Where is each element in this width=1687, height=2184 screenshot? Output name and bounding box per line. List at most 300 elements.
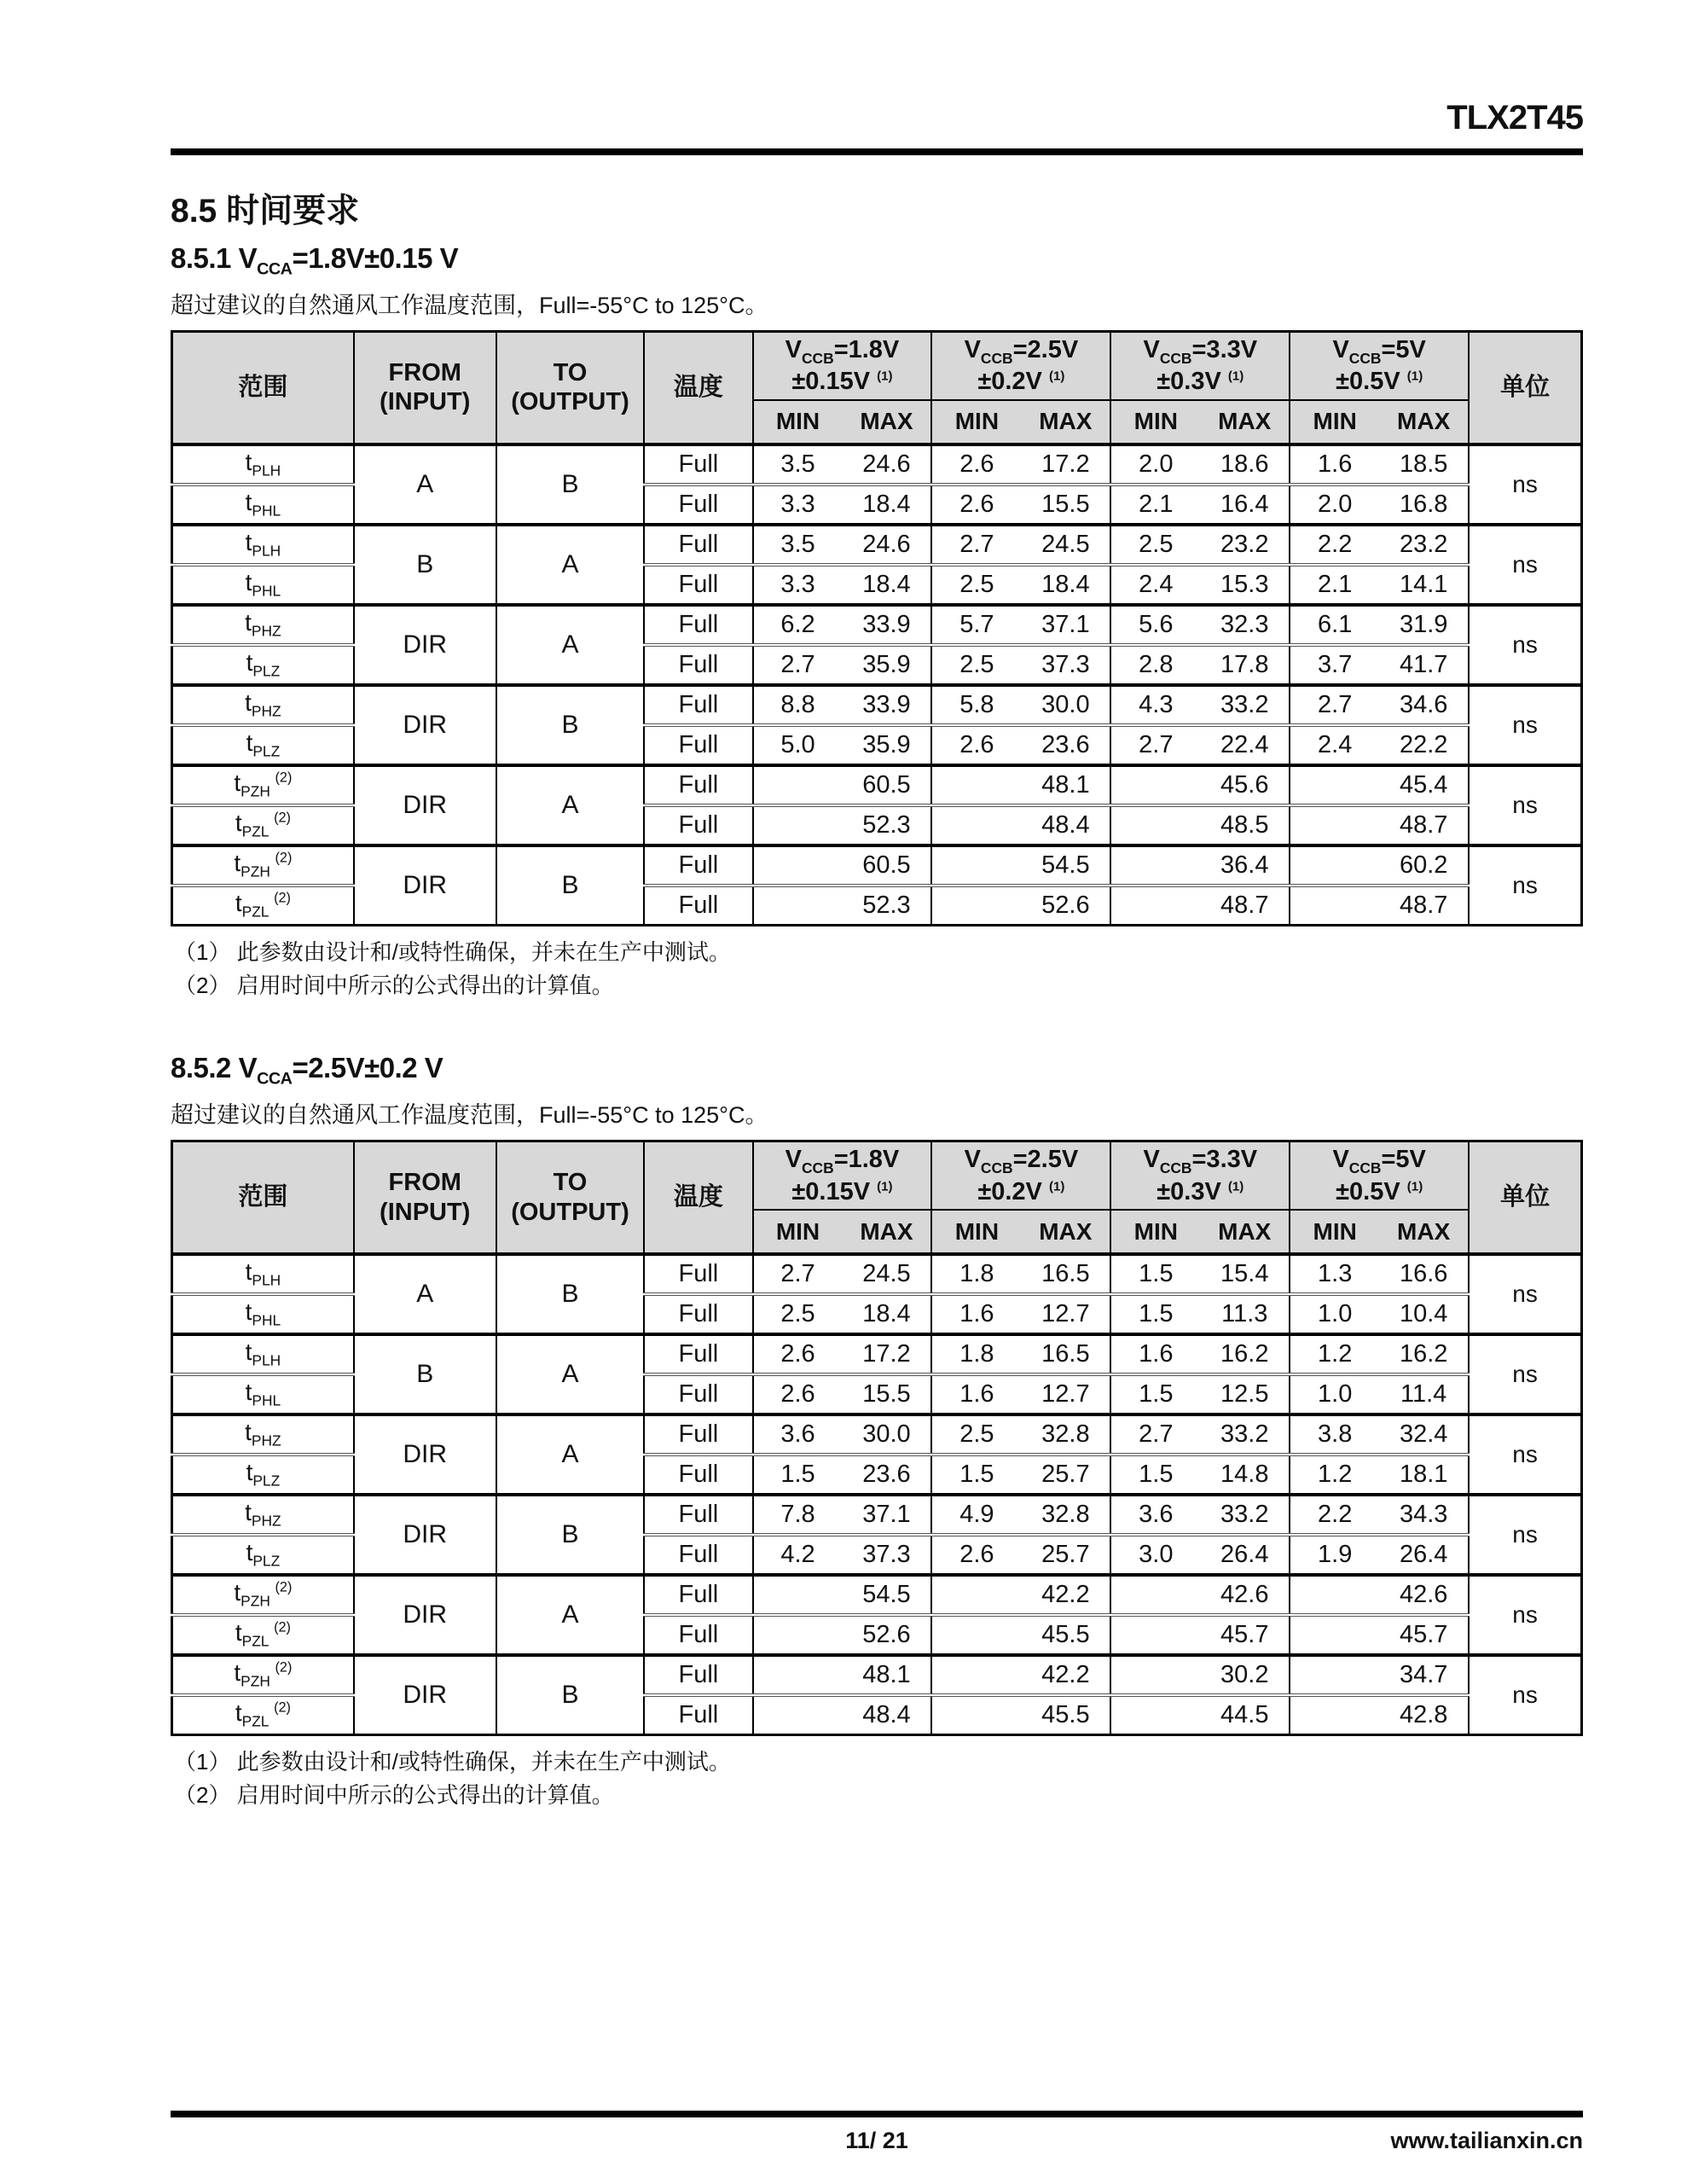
temp-cell: Full [644,1655,752,1695]
condition-note: 超过建议的自然通风工作温度范围，Full=-55°C to 125°C。 [171,292,768,318]
min-value-cell [1290,765,1379,805]
min-value-cell: 2.6 [753,1334,843,1374]
min-value-cell: 2.5 [931,645,1021,685]
max-value-cell: 17.8 [1200,645,1290,685]
min-value-cell [1110,845,1200,886]
max-value-cell: 48.7 [1200,886,1290,926]
max-value-cell: 48.4 [842,1695,931,1735]
max-value-cell: 16.6 [1379,1254,1469,1294]
temp-cell: Full [644,1615,752,1655]
col-header-max: MAX [1379,400,1469,444]
min-value-cell [1290,805,1379,845]
temp-cell: Full [644,1374,752,1414]
min-value-cell: 2.7 [753,645,843,685]
table-row [172,605,1582,645]
min-value-cell: 6.2 [753,605,843,645]
min-value-cell: 2.4 [1290,725,1379,765]
min-value-cell [753,1655,843,1695]
table-row [172,1575,1582,1615]
min-value-cell: 2.2 [1290,1495,1379,1535]
footnote-1: （1） 此参数由设计和/或特性确保，并未在生产中测试。 [174,938,731,965]
temp-cell: Full [644,1294,752,1334]
to-cell: A [496,1334,645,1414]
col-header-unit: 单位 [1469,331,1581,444]
min-value-cell [1290,886,1379,926]
max-value-cell: 60.2 [1379,845,1469,886]
col-header-max: MAX [1200,1210,1290,1254]
from-cell: B [354,525,496,605]
min-value-cell: 5.0 [753,725,843,765]
heading-subscript: CCA [257,1070,293,1089]
unit-cell: ns [1469,765,1581,845]
temp-cell: Full [644,805,752,845]
max-value-cell: 42.8 [1379,1695,1469,1735]
min-value-cell: 2.8 [1110,645,1200,685]
col-header-vccb: $V_{CCB}=2.5V$ ±0.2V $^{(1)}$ [931,331,1110,400]
param-cell: $t_{PHL}$ [172,1374,354,1414]
max-value-cell: 16.2 [1200,1334,1290,1374]
unit-cell: ns [1469,444,1581,525]
max-value-cell: 16.2 [1379,1334,1469,1374]
max-value-cell: 34.7 [1379,1655,1469,1695]
col-header-max: MAX [842,400,931,444]
from-cell: DIR [354,765,496,845]
max-value-cell: 32.8 [1021,1414,1110,1455]
min-value-cell [931,1655,1021,1695]
min-value-cell [1110,1575,1200,1615]
min-value-cell [1110,886,1200,926]
max-value-cell: 11.4 [1379,1374,1469,1414]
table-body [172,444,1582,926]
max-value-cell: 22.2 [1379,725,1469,765]
min-value-cell [931,1615,1021,1655]
col-header-max: MAX [1200,400,1290,444]
min-value-cell [753,805,843,845]
section-heading [171,184,1583,232]
param-cell: $t_{PHZ}$ [172,1495,354,1535]
table-row [172,765,1582,805]
col-header-range: 范围 [172,1141,354,1255]
param-cell: $t_{PZL}$ $^{(2)}$ [172,1695,354,1735]
min-value-cell: 2.6 [931,1535,1021,1575]
max-value-cell: 16.5 [1021,1254,1110,1294]
max-value-cell: 37.3 [1021,645,1110,685]
from-cell: DIR [354,605,496,685]
website-text: www.tailianxin.cn [1390,2128,1583,2153]
col-header-vccb: $V_{CCB}=1.8V$ ±0.15V $^{(1)}$ [753,1141,932,1211]
min-value-cell [753,1575,843,1615]
to-cell: A [496,1575,645,1655]
unit-cell: ns [1469,1655,1581,1735]
max-value-cell: 24.5 [1021,525,1110,565]
subsection-851 [171,242,1583,1001]
min-value-cell [753,1695,843,1735]
max-value-cell: 18.4 [1021,565,1110,605]
table-row [172,444,1582,485]
temp-cell: Full [644,1414,752,1455]
min-value-cell [931,1695,1021,1735]
max-value-cell: 32.4 [1379,1414,1469,1455]
max-value-cell: 18.4 [842,1294,931,1334]
param-cell: $t_{PZL}$ $^{(2)}$ [172,1615,354,1655]
max-value-cell: 37.3 [842,1535,931,1575]
to-cell: B [496,685,645,765]
max-value-cell: 25.7 [1021,1535,1110,1575]
col-header-max: MAX [1379,1210,1469,1254]
max-value-cell: 37.1 [842,1495,931,1535]
subsection-852-heading [171,1052,1583,1089]
min-value-cell: 1.5 [753,1455,843,1495]
min-value-cell [1290,1695,1379,1735]
max-value-cell: 16.4 [1200,485,1290,525]
min-value-cell [1110,1695,1200,1735]
timing-table-851 [171,330,1583,926]
min-value-cell: 2.4 [1110,565,1200,605]
max-value-cell: 32.3 [1200,605,1290,645]
col-header-vccb: $V_{CCB}=3.3V$ ±0.3V $^{(1)}$ [1110,331,1290,400]
min-value-cell: 1.6 [1290,444,1379,485]
param-cell: $t_{PLH}$ [172,444,354,485]
min-value-cell: 2.7 [1290,685,1379,725]
to-cell: A [496,765,645,845]
to-cell: B [496,1254,645,1334]
subsection-852 [171,1052,1583,1810]
max-value-cell: 30.0 [842,1414,931,1455]
table-row [172,1495,1582,1535]
from-cell: B [354,1334,496,1414]
max-value-cell: 52.6 [1021,886,1110,926]
footer-row [171,2128,1583,2162]
temp-cell: Full [644,1455,752,1495]
param-cell: $t_{PLZ}$ [172,725,354,765]
min-value-cell: 2.0 [1290,485,1379,525]
max-value-cell: 26.4 [1200,1535,1290,1575]
max-value-cell: 45.4 [1379,765,1469,805]
max-value-cell: 15.4 [1200,1254,1290,1294]
min-value-cell [1290,845,1379,886]
min-value-cell [931,765,1021,805]
heading-subscript: CCA [257,259,293,279]
col-header-max: MAX [1021,400,1110,444]
min-value-cell: 4.2 [753,1535,843,1575]
from-cell: DIR [354,1655,496,1735]
footer-rule [171,2111,1583,2117]
max-value-cell: 54.5 [1021,845,1110,886]
max-value-cell: 14.1 [1379,565,1469,605]
min-value-cell: 1.3 [1290,1254,1379,1294]
min-value-cell: 3.7 [1290,645,1379,685]
to-cell: A [496,1414,645,1495]
min-value-cell [1290,1655,1379,1695]
min-value-cell: 2.2 [1290,525,1379,565]
col-header-vccb: $V_{CCB}=2.5V$ ±0.2V $^{(1)}$ [931,1141,1110,1211]
min-value-cell [1290,1575,1379,1615]
min-value-cell: 3.6 [1110,1495,1200,1535]
min-value-cell: 3.8 [1290,1414,1379,1455]
max-value-cell: 33.9 [842,685,931,725]
col-header-min: MIN [1110,400,1200,444]
min-value-cell: 4.3 [1110,685,1200,725]
doc-header [171,99,1583,155]
unit-cell: ns [1469,845,1581,926]
max-value-cell: 52.3 [842,805,931,845]
max-value-cell: 31.9 [1379,605,1469,645]
table-row [172,525,1582,565]
max-value-cell: 34.3 [1379,1495,1469,1535]
max-value-cell: 24.6 [842,444,931,485]
min-value-cell: 3.5 [753,444,843,485]
param-cell: $t_{PLZ}$ [172,645,354,685]
min-value-cell: 3.3 [753,485,843,525]
table-row [172,1655,1582,1695]
min-value-cell: 5.6 [1110,605,1200,645]
min-value-cell: 1.6 [1110,1334,1200,1374]
max-value-cell: 23.6 [1021,725,1110,765]
min-value-cell: 1.0 [1290,1374,1379,1414]
temp-cell: Full [644,1535,752,1575]
max-value-cell: 36.4 [1200,845,1290,886]
max-value-cell: 42.6 [1379,1575,1469,1615]
max-value-cell: 10.4 [1379,1294,1469,1334]
min-value-cell: 1.6 [931,1294,1021,1334]
max-value-cell: 18.6 [1200,444,1290,485]
col-header-min: MIN [753,400,843,444]
max-value-cell: 45.7 [1200,1615,1290,1655]
max-value-cell: 15.3 [1200,565,1290,605]
min-value-cell: 8.8 [753,685,843,725]
col-header-vccb: $V_{CCB}=3.3V$ ±0.3V $^{(1)}$ [1110,1141,1290,1211]
temp-cell: Full [644,685,752,725]
min-value-cell [1110,765,1200,805]
min-value-cell: 6.1 [1290,605,1379,645]
col-header-temp: 温度 [644,331,752,444]
section-number: 8.5 [171,193,217,229]
footnote-1: （1） 此参数由设计和/或特性确保，并未在生产中测试。 [174,1749,731,1774]
header-row-groups [172,1141,1582,1211]
max-value-cell: 34.6 [1379,685,1469,725]
max-value-cell: 12.7 [1021,1294,1110,1334]
col-header-vccb: $V_{CCB}=5V$ ±0.5V $^{(1)}$ [1290,1141,1469,1211]
min-value-cell [753,765,843,805]
min-value-cell: 1.5 [1110,1294,1200,1334]
max-value-cell: 32.8 [1021,1495,1110,1535]
unit-cell: ns [1469,1334,1581,1414]
param-cell: $t_{PZH}$ $^{(2)}$ [172,1655,354,1695]
min-value-cell [753,1615,843,1655]
col-header-vccb: $V_{CCB}=5V$ ±0.5V $^{(1)}$ [1290,331,1469,400]
min-value-cell: 2.5 [753,1294,843,1334]
footnote-2: （2） 启用时间中所示的公式得出的计算值。 [174,972,614,998]
max-value-cell: 16.5 [1021,1334,1110,1374]
max-value-cell: 22.4 [1200,725,1290,765]
max-value-cell: 18.5 [1379,444,1469,485]
min-value-cell: 4.9 [931,1495,1021,1535]
max-value-cell: 23.2 [1200,525,1290,565]
unit-cell: ns [1469,605,1581,685]
col-header-min: MIN [753,1210,843,1254]
col-header-max: MAX [842,1210,931,1254]
max-value-cell: 33.2 [1200,685,1290,725]
header-row-groups [172,331,1582,400]
min-value-cell: 2.6 [931,725,1021,765]
max-value-cell: 24.5 [842,1254,931,1294]
param-cell: $t_{PLH}$ [172,1334,354,1374]
to-cell: B [496,444,645,525]
min-value-cell [1110,1615,1200,1655]
from-cell: DIR [354,1575,496,1655]
max-value-cell: 35.9 [842,725,931,765]
min-value-cell: 1.5 [1110,1254,1200,1294]
heading-text: =1.8V±0.15 V [292,242,459,274]
max-value-cell: 48.1 [842,1655,931,1695]
param-cell: $t_{PHL}$ [172,1294,354,1334]
max-value-cell: 42.6 [1200,1575,1290,1615]
heading-text: =2.5V±0.2 V [292,1052,443,1084]
temp-cell: Full [644,886,752,926]
table-header [172,331,1582,444]
min-value-cell: 3.6 [753,1414,843,1455]
min-value-cell: 1.8 [931,1334,1021,1374]
max-value-cell: 18.1 [1379,1455,1469,1495]
col-header-min: MIN [931,400,1021,444]
max-value-cell: 12.7 [1021,1374,1110,1414]
param-cell: $t_{PHZ}$ [172,1414,354,1455]
temp-cell: Full [644,725,752,765]
max-value-cell: 23.6 [842,1455,931,1495]
temp-cell: Full [644,525,752,565]
min-value-cell [931,805,1021,845]
min-value-cell: 2.5 [931,1414,1021,1455]
max-value-cell: 25.7 [1021,1455,1110,1495]
col-header-to: TO (OUTPUT) [496,1141,645,1255]
min-value-cell [753,886,843,926]
max-value-cell: 15.5 [842,1374,931,1414]
max-value-cell: 45.5 [1021,1615,1110,1655]
col-header-range: 范围 [172,331,354,444]
temp-cell: Full [644,1575,752,1615]
max-value-cell: 54.5 [842,1575,931,1615]
min-value-cell: 2.6 [931,444,1021,485]
max-value-cell: 45.6 [1200,765,1290,805]
max-value-cell: 52.6 [842,1615,931,1655]
param-cell: $t_{PZL}$ $^{(2)}$ [172,886,354,926]
min-value-cell [1110,805,1200,845]
to-cell: B [496,845,645,926]
to-cell: A [496,605,645,685]
temp-cell: Full [644,565,752,605]
header-rule [171,148,1583,155]
page-number: 11/ 21 [845,2128,908,2153]
min-value-cell: 1.8 [931,1254,1021,1294]
min-value-cell: 7.8 [753,1495,843,1535]
min-value-cell: 1.9 [1290,1535,1379,1575]
min-value-cell [1290,1615,1379,1655]
temp-cell: Full [644,1695,752,1735]
col-header-min: MIN [1290,400,1379,444]
footnote-2: （2） 启用时间中所示的公式得出的计算值。 [174,1781,614,1808]
max-value-cell: 45.7 [1379,1615,1469,1655]
min-value-cell: 2.6 [753,1374,843,1414]
temp-cell: Full [644,645,752,685]
param-cell: $t_{PLH}$ [172,525,354,565]
param-cell: $t_{PLZ}$ [172,1535,354,1575]
max-value-cell: 26.4 [1379,1535,1469,1575]
min-value-cell: 1.5 [1110,1374,1200,1414]
max-value-cell: 30.2 [1200,1655,1290,1695]
min-value-cell [931,845,1021,886]
min-value-cell: 2.7 [1110,725,1200,765]
table-row [172,1254,1582,1294]
max-value-cell: 52.3 [842,886,931,926]
min-value-cell: 2.5 [931,565,1021,605]
max-value-cell: 17.2 [842,1334,931,1374]
max-value-cell: 44.5 [1200,1695,1290,1735]
from-cell: A [354,1254,496,1334]
min-value-cell: 2.5 [1110,525,1200,565]
max-value-cell: 48.1 [1021,765,1110,805]
max-value-cell: 18.4 [842,485,931,525]
to-cell: A [496,525,645,605]
col-header-from: FROM (INPUT) [354,1141,496,1255]
temp-cell: Full [644,1254,752,1294]
min-value-cell: 1.2 [1290,1455,1379,1495]
section-title: 时间要求 [226,193,360,229]
max-value-cell: 18.4 [842,565,931,605]
content [171,99,1583,1813]
max-value-cell: 60.5 [842,845,931,886]
unit-cell: ns [1469,685,1581,765]
unit-cell: ns [1469,1495,1581,1575]
max-value-cell: 17.2 [1021,444,1110,485]
param-cell: $t_{PLZ}$ [172,1455,354,1495]
param-cell: $t_{PLH}$ [172,1254,354,1294]
min-value-cell: 2.6 [931,485,1021,525]
from-cell: DIR [354,1414,496,1495]
from-cell: DIR [354,1495,496,1575]
col-header-max: MAX [1021,1210,1110,1254]
min-value-cell [931,1575,1021,1615]
max-value-cell: 33.2 [1200,1495,1290,1535]
unit-cell: ns [1469,525,1581,605]
max-value-cell: 33.9 [842,605,931,645]
temp-cell: Full [644,444,752,485]
table-row [172,1334,1582,1374]
col-header-to: TO (OUTPUT) [496,331,645,444]
table-row [172,685,1582,725]
min-value-cell: 2.0 [1110,444,1200,485]
col-header-vccb: $V_{CCB}=1.8V$ ±0.15V $^{(1)}$ [753,331,932,400]
table-header [172,1141,1582,1255]
max-value-cell: 60.5 [842,765,931,805]
min-value-cell: 1.5 [1110,1455,1200,1495]
min-value-cell: 2.1 [1290,565,1379,605]
min-value-cell [1110,1655,1200,1695]
max-value-cell: 14.8 [1200,1455,1290,1495]
min-value-cell: 1.5 [931,1455,1021,1495]
max-value-cell: 45.5 [1021,1695,1110,1735]
min-value-cell: 2.7 [1110,1414,1200,1455]
timing-table-852 [171,1140,1583,1736]
col-header-min: MIN [1290,1210,1379,1254]
min-value-cell [753,845,843,886]
temp-cell: Full [644,485,752,525]
from-cell: DIR [354,685,496,765]
col-header-temp: 温度 [644,1141,752,1255]
param-cell: $t_{PZL}$ $^{(2)}$ [172,805,354,845]
max-value-cell: 24.6 [842,525,931,565]
min-value-cell: 5.7 [931,605,1021,645]
temp-cell: Full [644,765,752,805]
